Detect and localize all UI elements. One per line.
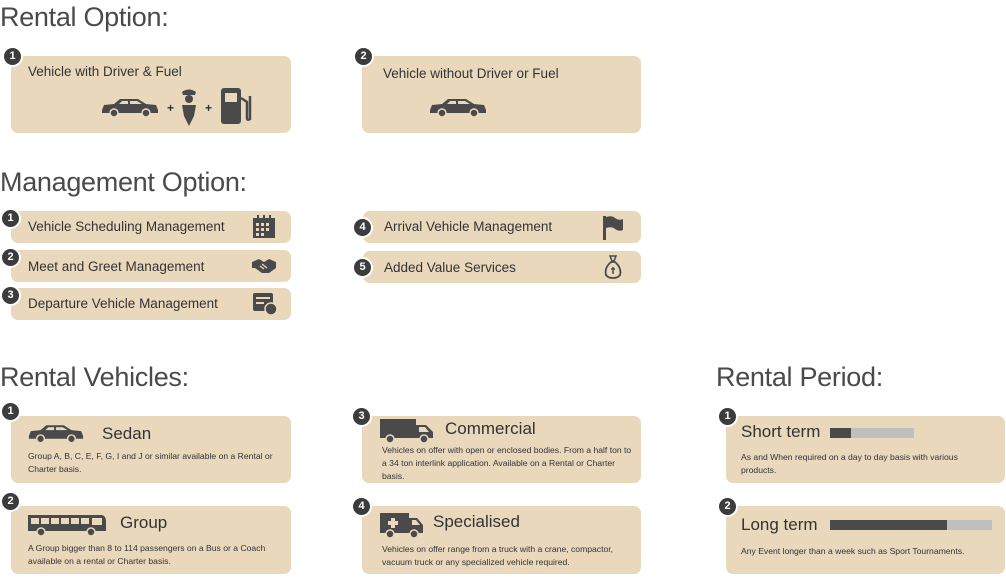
management-item-4[interactable] [359,211,641,243]
calendar-icon [252,215,276,239]
management-item-3[interactable] [7,288,291,320]
car-icon [100,96,160,118]
driver-icon [179,86,199,128]
vehicle-card-group[interactable] [7,495,291,574]
period-card-long[interactable] [724,500,1005,574]
period-level-bar [830,428,914,438]
number-badge: 4 [351,496,372,517]
departure-board-icon [252,292,278,316]
number-badge: 1 [0,208,21,229]
rental-option-label: Vehicle without Driver or Fuel [383,66,559,81]
number-badge: 4 [352,217,373,238]
rental-option-card-2[interactable] [360,50,641,133]
number-badge: 5 [352,257,373,278]
management-option-heading: Management Option: [0,167,247,197]
rental-period-heading: Rental Period: [716,362,883,392]
truck-icon [379,417,435,445]
car-icon [428,96,488,118]
period-level-bar [830,520,992,530]
period-description: Any Event longer than a week such as Sport Tournaments. [741,546,965,556]
vehicle-card-sedan[interactable] [7,405,291,483]
plus-sign: + [167,101,175,115]
bus-icon [27,512,107,538]
management-item-label: Departure Vehicle Management [28,296,218,311]
number-badge: 2 [717,496,738,517]
number-badge: 2 [0,247,21,268]
number-badge: 2 [0,491,21,512]
handshake-icon [251,256,277,276]
management-item-2[interactable] [7,250,291,282]
fuel-pump-icon [219,86,253,126]
vehicle-description: Group A, B, C, E, F, G, I and J or similar available on a Rental or Charter basis. [28,451,273,474]
sedan-icon [27,422,85,444]
number-badge: 1 [717,406,738,427]
rental-option-heading: Rental Option: [0,2,169,32]
vehicle-title: Group [120,513,168,532]
flag-icon [601,215,625,241]
number-badge: 1 [2,46,23,67]
management-item-label: Arrival Vehicle Management [384,219,553,234]
vehicle-description: A Group bigger than 8 to 114 passengers on a Bus or a Coach available on a rental or Charter basis. [28,543,266,566]
vehicle-description: Vehicles on offer with open or enclosed bodies. From a half ton to a 34 ton interlink application. Available on a Rental or Charter basis. [382,445,632,481]
management-item-5[interactable] [359,251,641,283]
vehicle-title: Sedan [102,424,152,443]
number-badge: 3 [0,285,21,306]
number-badge: 2 [353,46,374,67]
plus-sign: + [205,101,213,115]
period-level-fill [830,520,947,530]
management-item-label: Meet and Greet Management [28,259,205,274]
period-title: Short term [741,422,821,441]
money-bag-icon [603,255,623,279]
ambulance-icon [379,510,425,540]
period-level-fill [830,428,851,438]
management-item-1[interactable] [7,211,291,243]
vehicle-description: Vehicles on offer range from a truck with a crane, compactor, vacuum truck or any specialized vehicle required. [382,544,614,567]
rental-vehicles-heading: Rental Vehicles: [0,362,189,392]
vehicle-title: Commercial [445,419,536,438]
period-description: As and When required on a day to day basis with various products. [741,452,958,475]
vehicle-card-specialised[interactable] [358,500,641,574]
number-badge: 1 [0,401,21,422]
vehicle-title: Specialised [433,512,520,531]
number-badge: 3 [351,406,372,427]
management-item-label: Vehicle Scheduling Management [28,219,225,234]
management-item-label: Added Value Services [384,260,516,275]
period-card-short[interactable] [724,410,1005,483]
rental-option-label: Vehicle with Driver & Fuel [28,64,182,79]
rental-option-card-1[interactable] [9,50,291,133]
vehicle-card-commercial[interactable] [358,410,641,483]
period-title: Long term [741,515,818,534]
